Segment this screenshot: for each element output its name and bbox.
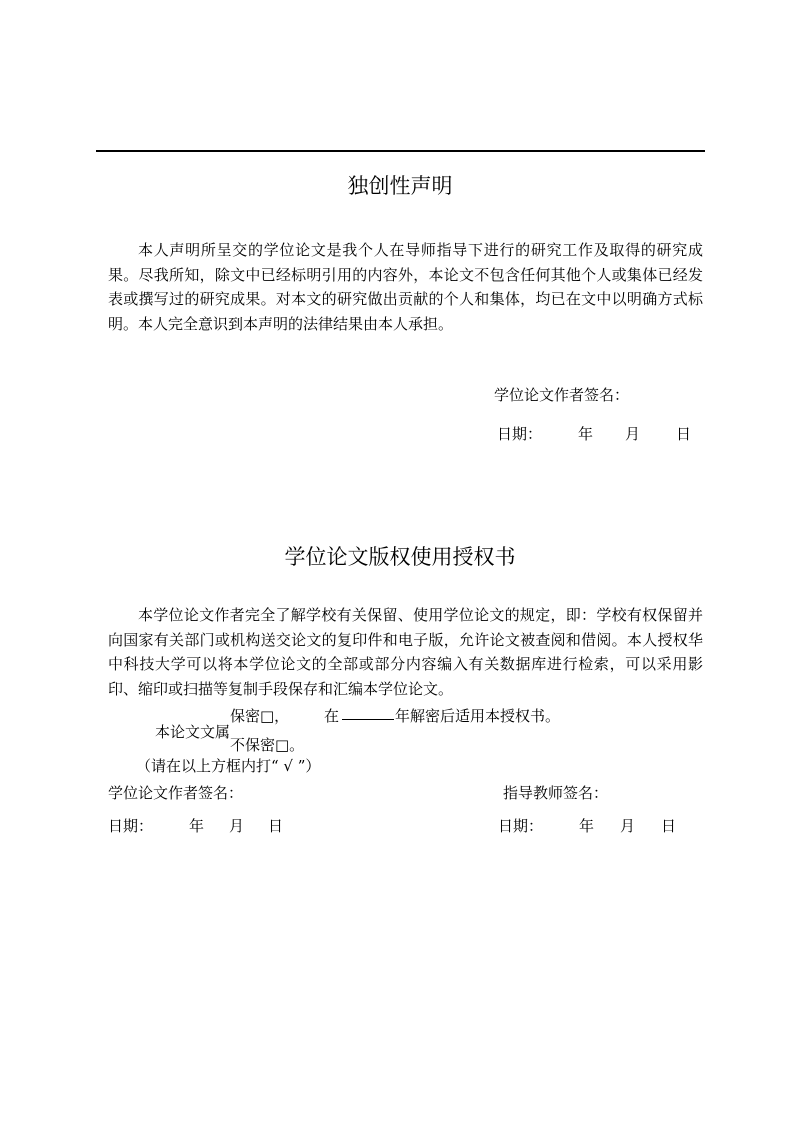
declaration-month: 月 [625, 425, 641, 443]
year-blank [342, 705, 394, 724]
declaration-title: 独创性声明 [347, 174, 453, 198]
instruction: （请在以上方框内打“ √ ”） [136, 757, 321, 775]
declaration-body: 本人声明所呈交的学位论文是我个人在导师指导下进行的研究工作及取得的研究成果。尽我所知，除文中已经标明引用的内容外，本论文不包含任何其他个人或集体已经发表或撰写过的研究成果。对本文的研究做出贡献的个人和集体，均已在文中以明确方式标明。本人完全意识到本声明的法律结果由本人承担。 [108, 241, 703, 333]
declaration-year: 年 [578, 425, 594, 443]
belongs-label: 本论文文属 [155, 723, 231, 741]
declaration-day: 日 [676, 425, 692, 443]
secret-option: 保密□， [230, 707, 290, 725]
in-label: 在 [324, 707, 340, 725]
advisor-month: 月 [620, 817, 636, 835]
header-rule [96, 150, 705, 152]
not-secret-option: 不保密□。 [230, 736, 305, 754]
author-year: 年 [189, 817, 205, 835]
advisor-signature-label: 指导教师签名： [503, 784, 609, 802]
declaration-signature-label: 学位论文作者签名： [494, 386, 630, 404]
advisor-date-label: 日期： [498, 817, 544, 835]
authorization-title: 学位论文版权使用授权书 [284, 545, 516, 569]
author-signature-label: 学位论文作者签名： [108, 784, 244, 802]
advisor-day: 日 [661, 817, 677, 835]
declaration-date-label: 日期： [497, 425, 543, 443]
author-date-label: 日期： [108, 817, 154, 835]
author-month: 月 [229, 817, 245, 835]
authorization-body: 本学位论文作者完全了解学校有关保留、使用学位论文的规定，即：学校有权保留并向国家有关部门或机构送交论文的复印件和电子版，允许论文被查阅和借阅。本人授权华中科技大学可以将本学位论文的全部或部分内容编入有关数据库进行检索，可以采用影印、缩印或扫描等复制手段保存和汇编本学位论文。 [108, 606, 703, 698]
advisor-year: 年 [579, 817, 595, 835]
after-blank-text: 年解密后适用本授权书。 [395, 707, 561, 725]
author-day: 日 [268, 817, 284, 835]
